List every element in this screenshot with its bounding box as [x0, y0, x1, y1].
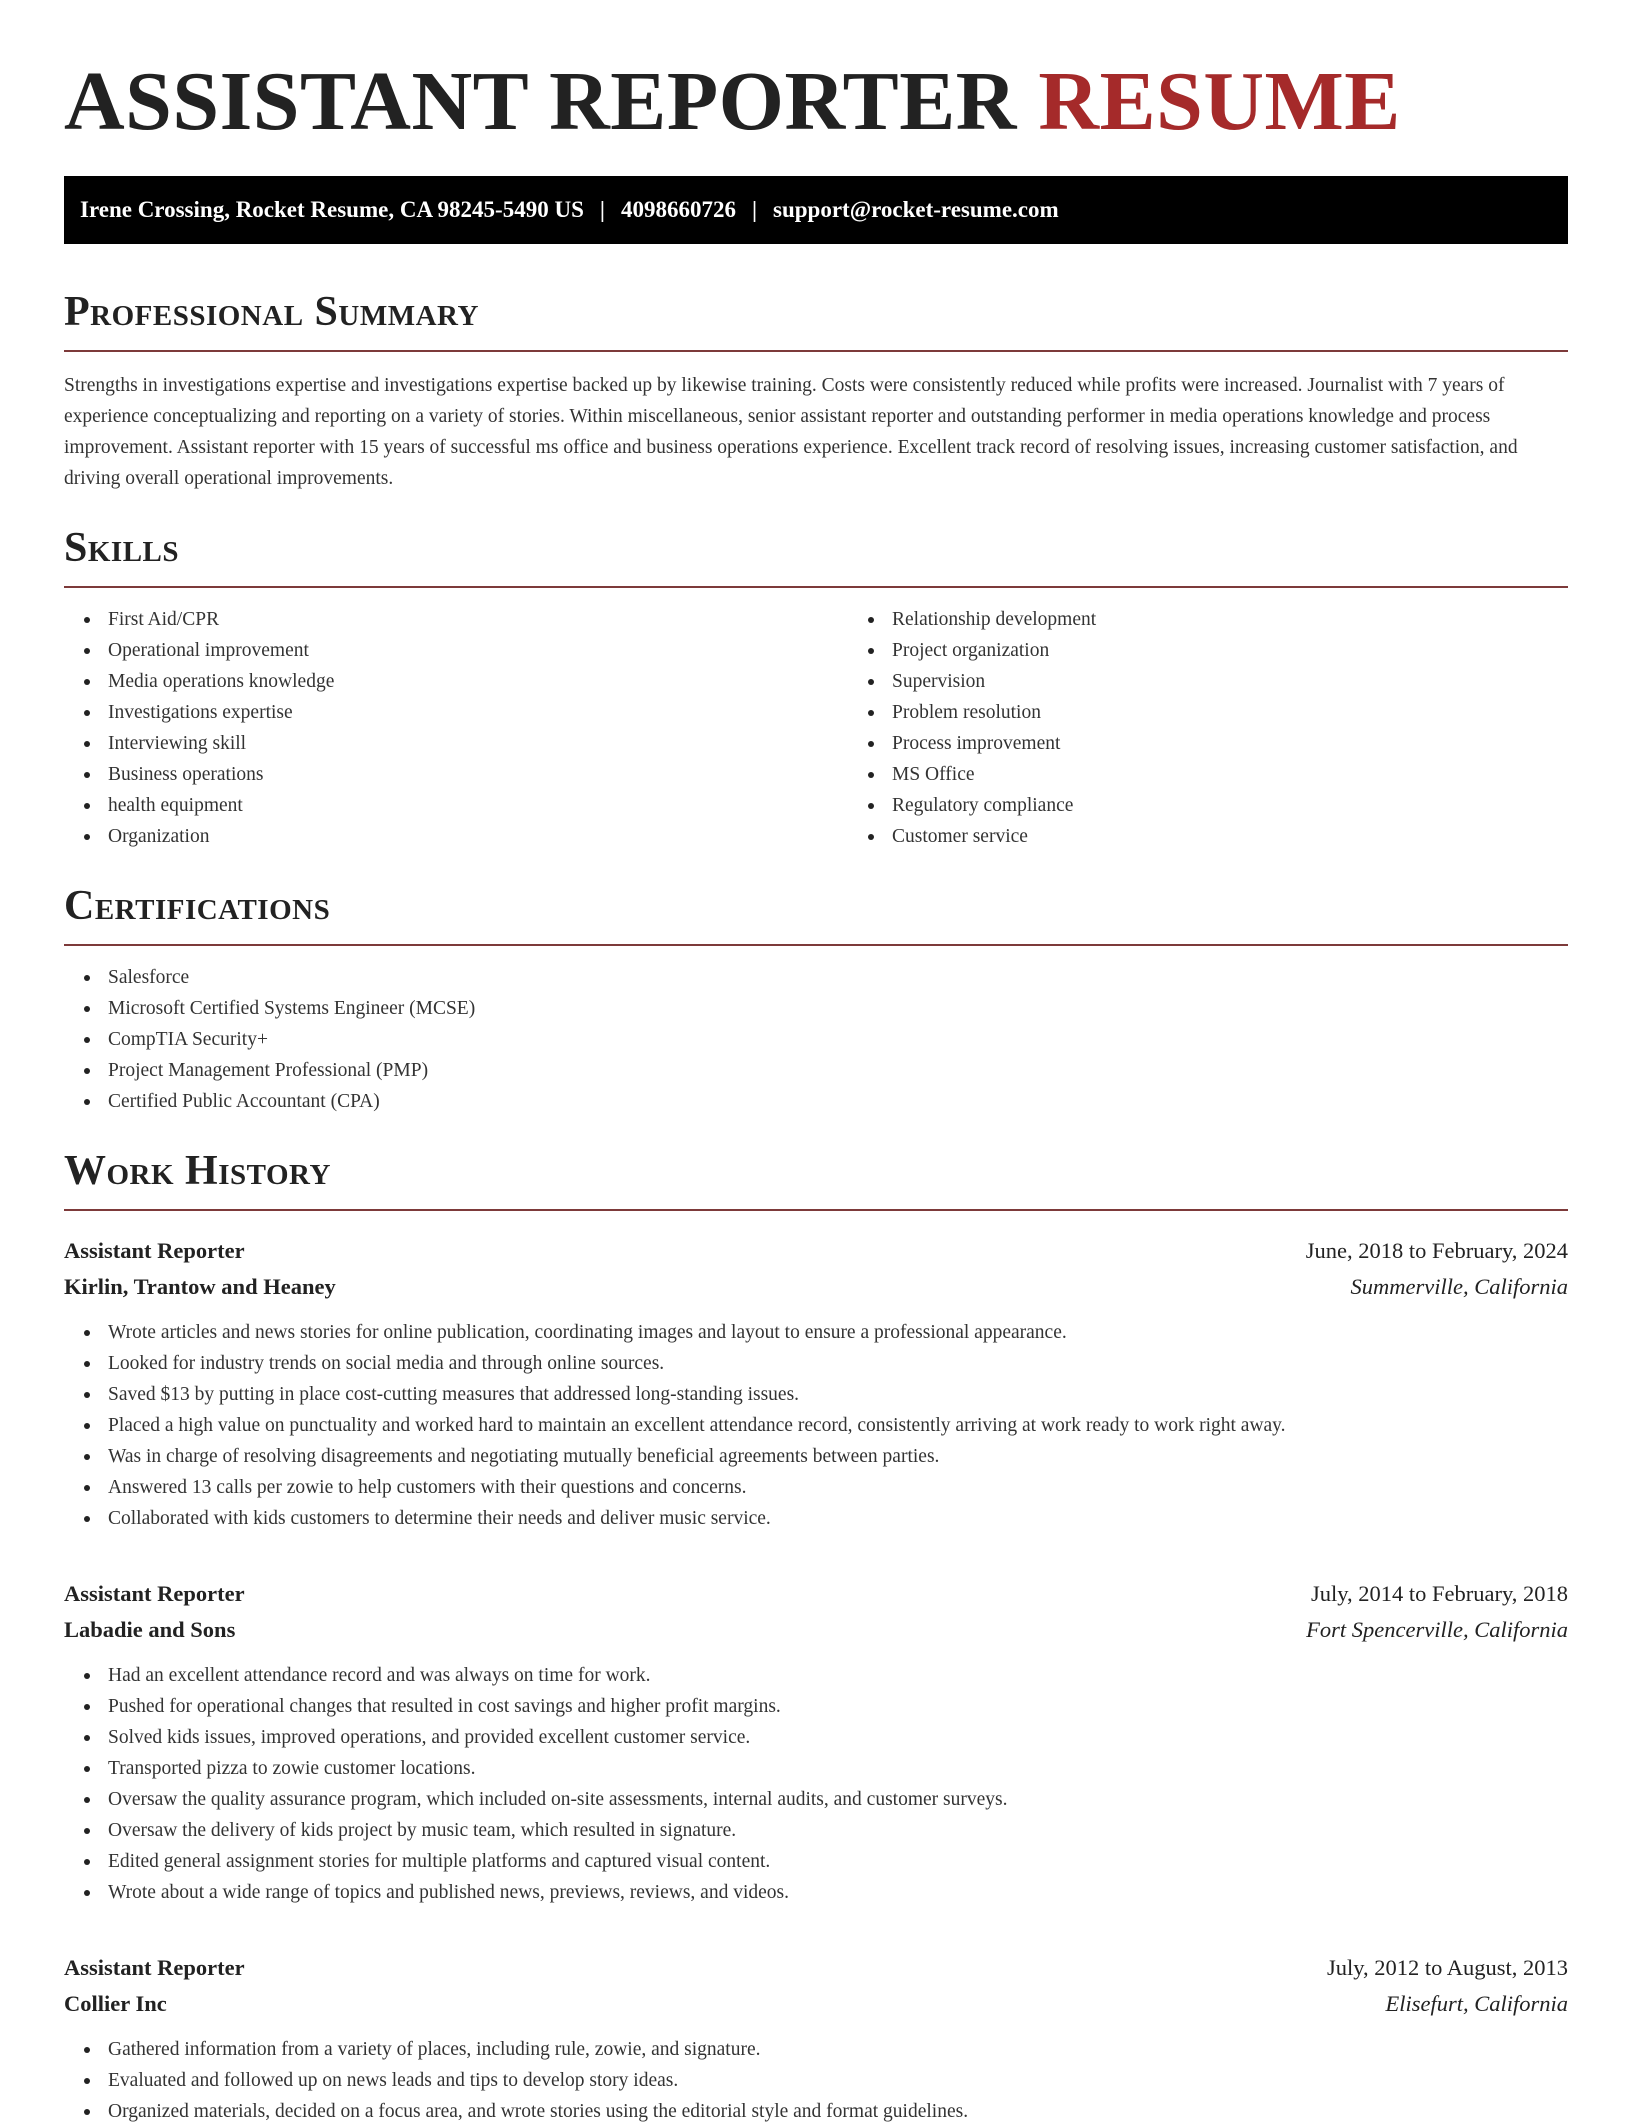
skill-item: MS Office	[892, 759, 1632, 790]
job-company: Collier Inc	[64, 1991, 167, 2016]
job-duty: Collaborated with kids customers to determine their needs and deliver music service.	[108, 1503, 1568, 1534]
job-title: Assistant Reporter	[64, 1581, 245, 1606]
job-duties-list	[64, 1660, 1568, 1908]
resume-title	[64, 52, 1568, 152]
job-duty: Oversaw the quality assurance program, which included on-site assessments, internal audits, and customer surveys.	[108, 1784, 1568, 1815]
skill-item: health equipment	[108, 790, 848, 821]
job-duty: Evaluated and followed up on news leads and tips to develop story ideas.	[108, 2065, 1568, 2096]
skill-item: Investigations expertise	[108, 697, 848, 728]
skill-item: Supervision	[892, 666, 1632, 697]
skill-item: Project organization	[892, 635, 1632, 666]
job-company-row	[64, 1612, 1568, 1648]
certifications-section	[64, 882, 1568, 1117]
summary-heading: Professional Summary	[64, 288, 1568, 352]
contact-separator: |	[599, 197, 605, 222]
job-duty: Saved $13 by putting in place cost-cutting measures that addressed long-standing issues.	[108, 1379, 1568, 1410]
certifications-heading: Certifications	[64, 882, 1568, 946]
skills-list-left	[64, 604, 848, 852]
contact-separator: |	[751, 197, 758, 222]
job-location: Elisefurt, California	[1385, 1991, 1568, 2016]
skill-item: Regulatory compliance	[892, 790, 1632, 821]
certification-item: Certified Public Accountant (CPA)	[108, 1086, 1568, 1117]
job-duty: Transported pizza to zowie customer locations.	[108, 1753, 1568, 1784]
job-dates: July, 2012 to August, 2013	[1326, 1955, 1568, 1980]
skill-item: Process improvement	[892, 728, 1632, 759]
skill-item: First Aid/CPR	[108, 604, 848, 635]
job-duty: Wrote about a wide range of topics and published news, previews, reviews, and videos.	[108, 1877, 1568, 1908]
job-duty: Wrote articles and news stories for online publication, coordinating images and layout to ensure a professional appearance.	[108, 1317, 1568, 1348]
contact-phone: 4098660726	[620, 197, 736, 222]
job-duty: Placed a high value on punctuality and worked hard to maintain an excellent attendance record, consistently arriving at work ready to work right away.	[108, 1410, 1568, 1441]
job-entry	[64, 1233, 1568, 1534]
job-entry	[64, 1576, 1568, 1908]
skill-item: Business operations	[108, 759, 848, 790]
job-header-row	[64, 1950, 1568, 1986]
job-location: Fort Spencerville, California	[1306, 1617, 1568, 1642]
job-duty: Looked for industry trends on social media and through online sources.	[108, 1348, 1568, 1379]
job-duties-list	[64, 1317, 1568, 1534]
skill-item: Media operations knowledge	[108, 666, 848, 697]
work-history-heading: Work History	[64, 1147, 1568, 1211]
job-duty: Had an excellent attendance record and was always on time for work.	[108, 1660, 1568, 1691]
skill-item: Organization	[108, 821, 848, 852]
certification-item: Microsoft Certified Systems Engineer (MCSE)	[108, 993, 1568, 1024]
resume-title-accent: RESUME	[1038, 55, 1401, 148]
skills-grid	[64, 588, 1568, 852]
contact-email: support@rocket-resume.com	[773, 197, 1059, 222]
contact-address: Irene Crossing, Rocket Resume, CA 98245-5490 US	[80, 197, 584, 222]
job-duty: Gathered information from a variety of places, including rule, zowie, and signature.	[108, 2034, 1568, 2065]
job-duty: Pushed for operational changes that resulted in cost savings and higher profit margins.	[108, 1691, 1568, 1722]
skills-section	[64, 524, 1568, 852]
job-company-row	[64, 1269, 1568, 1305]
job-duty: Answered 13 calls per zowie to help customers with their questions and concerns.	[108, 1472, 1568, 1503]
certification-item: Project Management Professional (PMP)	[108, 1055, 1568, 1086]
summary-text: Strengths in investigations expertise and investigations expertise backed up by likewise training. Costs were consistently reduced while profits were increased. Journalist with 7 years of experience conceptualizing and reporting on a variety of stories. Within miscellaneous, senior assistant reporter and outstanding performer in media operations knowledge and process improvement. Assistant reporter with 15 years of successful ms office and business operations experience. Excellent track record of resolving issues, increasing customer satisfaction, and driving overall operational improvements.	[64, 375, 1518, 489]
certification-item: CompTIA Security+	[108, 1024, 1568, 1055]
job-dates: July, 2014 to February, 2018	[1310, 1581, 1568, 1606]
job-title: Assistant Reporter	[64, 1955, 245, 1980]
certification-item: Salesforce	[108, 962, 1568, 993]
job-company: Labadie and Sons	[64, 1617, 236, 1642]
job-duty: Oversaw the delivery of kids project by music team, which resulted in signature.	[108, 1815, 1568, 1846]
job-company-row	[64, 1986, 1568, 2022]
job-location: Summerville, California	[1350, 1274, 1568, 1299]
job-dates: June, 2018 to February, 2024	[1305, 1238, 1568, 1263]
job-duty: Edited general assignment stories for multiple platforms and captured visual content.	[108, 1846, 1568, 1877]
job-title: Assistant Reporter	[64, 1238, 245, 1263]
job-entry	[64, 1950, 1568, 2127]
skill-item: Problem resolution	[892, 697, 1632, 728]
skills-heading: Skills	[64, 524, 1568, 588]
job-duty: Was in charge of resolving disagreements and negotiating mutually beneficial agreements between parties.	[108, 1441, 1568, 1472]
contact-bar	[64, 176, 1568, 244]
summary-section	[64, 288, 1568, 494]
skill-item: Relationship development	[892, 604, 1632, 635]
job-duty: Organized materials, decided on a focus area, and wrote stories using the editorial style and format guidelines.	[108, 2096, 1568, 2127]
skill-item: Operational improvement	[108, 635, 848, 666]
skill-item: Customer service	[892, 821, 1632, 852]
job-duty: Solved kids issues, improved operations, and provided excellent customer service.	[108, 1722, 1568, 1753]
skills-list-right	[848, 604, 1632, 852]
skill-item: Interviewing skill	[108, 728, 848, 759]
job-company: Kirlin, Trantow and Heaney	[64, 1274, 336, 1299]
job-header-row	[64, 1233, 1568, 1269]
job-header-row	[64, 1576, 1568, 1612]
job-duties-list	[64, 2034, 1568, 2127]
work-history-section	[64, 1147, 1568, 2127]
resume-page	[64, 0, 1568, 2127]
certifications-list	[64, 962, 1568, 1117]
resume-title-main: ASSISTANT REPORTER	[64, 55, 1017, 148]
